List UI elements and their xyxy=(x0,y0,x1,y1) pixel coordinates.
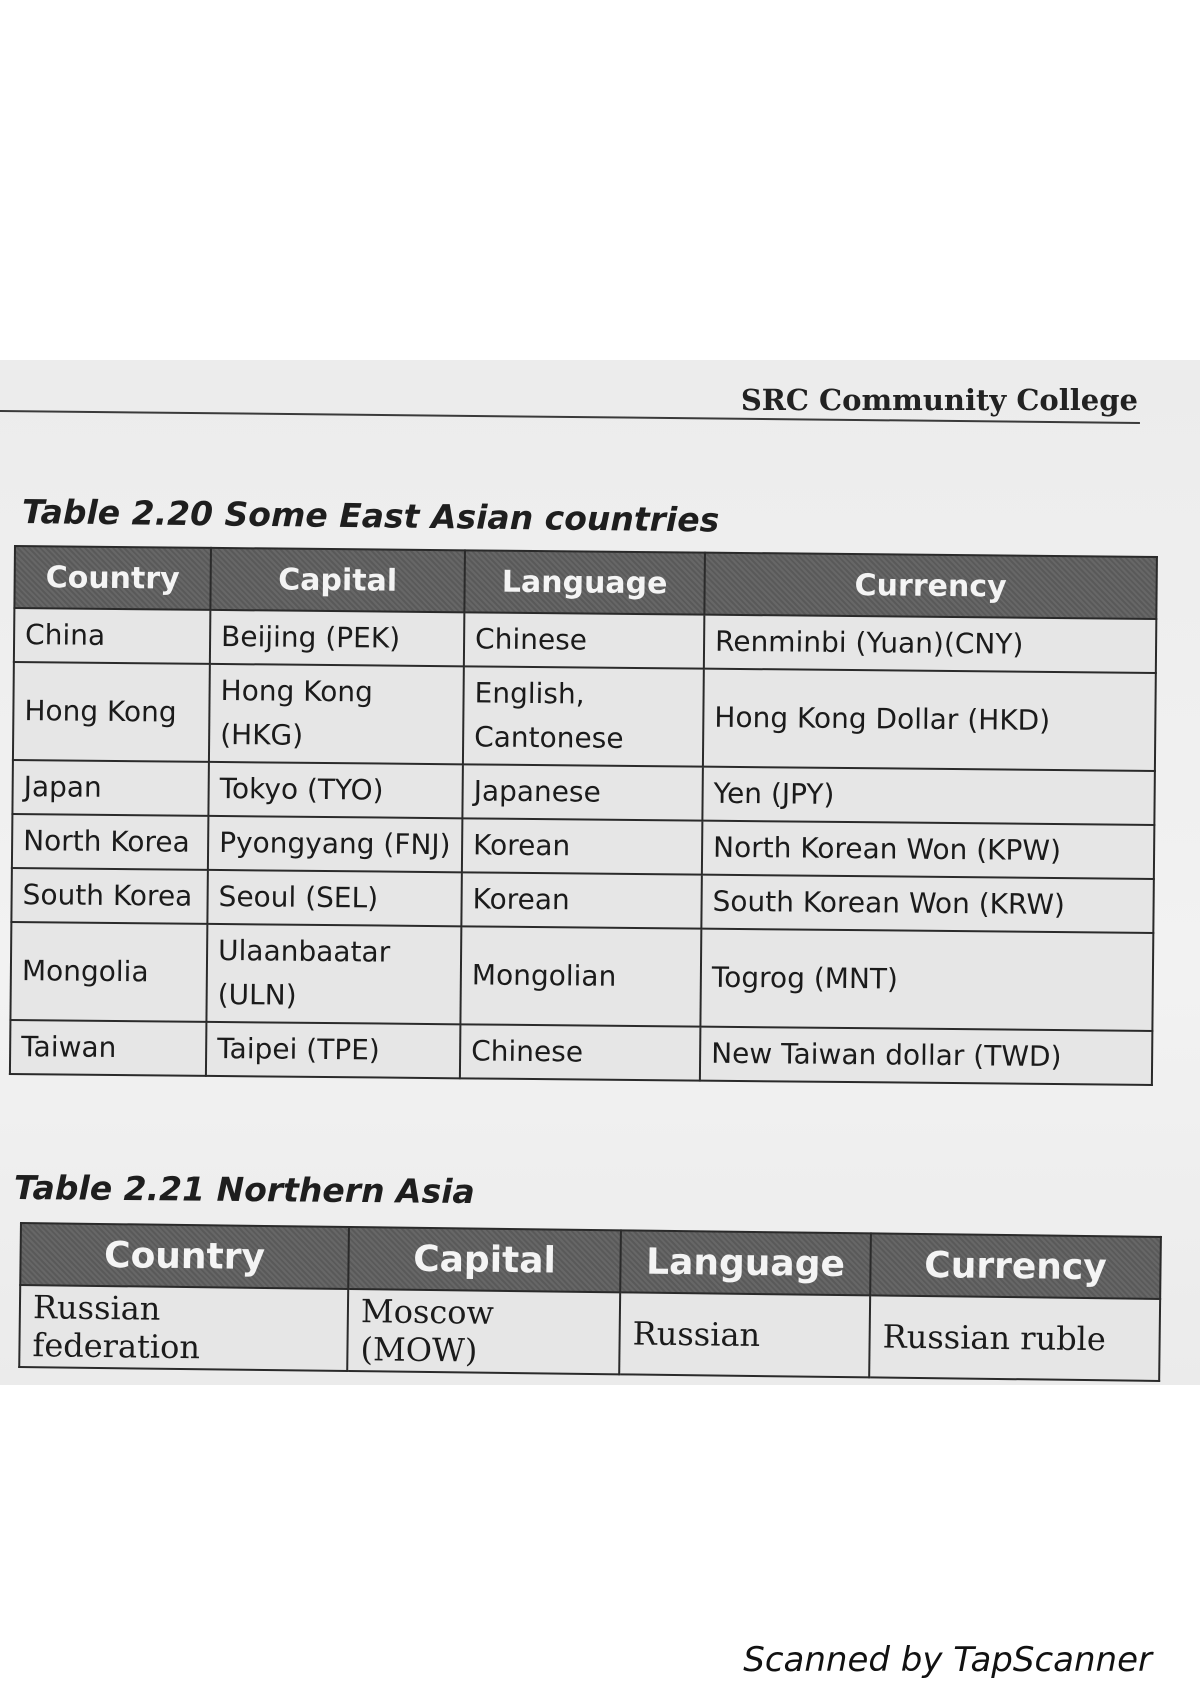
column-header: Country xyxy=(14,546,211,610)
table-cell: Pyongyang (FNJ) xyxy=(208,816,463,872)
table-cell: North Korea xyxy=(12,814,209,870)
table-cell: New Taiwan dollar (TWD) xyxy=(700,1027,1152,1085)
table-cell: Ulaanbaatar (ULN) xyxy=(206,924,461,1024)
table-caption: Table 2.20 Some East Asian countries xyxy=(21,492,720,540)
table-cell: Hong Kong Dollar (HKD) xyxy=(703,669,1156,771)
table-cell: China xyxy=(14,608,211,664)
table-cell: Seoul (SEL) xyxy=(207,870,462,926)
table-cell: Japan xyxy=(12,760,209,816)
table-cell: Beijing (PEK) xyxy=(210,610,465,666)
table-cell: Yen (JPY) xyxy=(702,767,1154,825)
table-cell: Taipei (TPE) xyxy=(206,1022,461,1078)
table-header-row xyxy=(14,546,1157,619)
column-header: Capital xyxy=(210,548,465,612)
table-row xyxy=(10,922,1153,1031)
table-cell: South Korean Won (KRW) xyxy=(701,875,1153,933)
column-header: Currency xyxy=(704,553,1157,619)
table-cell: Moscow (MOW) xyxy=(347,1289,620,1374)
table-row xyxy=(13,662,1156,771)
table-cell: Mongolian xyxy=(460,926,701,1026)
table-cell: Chinese xyxy=(464,612,705,668)
table-cell: Russian ruble xyxy=(869,1295,1160,1381)
table-cell: Russian federation xyxy=(19,1285,348,1371)
northern-asia-table xyxy=(18,1222,1162,1382)
column-header: Capital xyxy=(348,1227,621,1292)
college-name: SRC Community College xyxy=(740,383,1138,417)
table-cell: Taiwan xyxy=(10,1020,207,1076)
table-cell: Japanese xyxy=(462,764,703,820)
table-row xyxy=(10,1020,1152,1085)
table-cell: Renminbi (Yuan)(CNY) xyxy=(704,615,1156,673)
east-asia-table xyxy=(9,545,1158,1086)
table-cell: Togrog (MNT) xyxy=(700,929,1153,1031)
table-cell: South Korea xyxy=(11,868,208,924)
table-cell: Korean xyxy=(462,818,703,874)
table-cell: Tokyo (TYO) xyxy=(208,762,463,818)
table-cell: Chinese xyxy=(460,1024,701,1080)
column-header: Language xyxy=(464,550,705,614)
table-cell: Hong Kong xyxy=(13,662,210,762)
table-cell: North Korean Won (KPW) xyxy=(702,821,1154,879)
table-row xyxy=(19,1285,1160,1381)
scanner-watermark: Scanned by TapScanner xyxy=(743,1640,1152,1680)
table-cell: Russian xyxy=(619,1292,870,1377)
table-cell: Hong Kong (HKG) xyxy=(209,664,464,764)
table-cell: Mongolia xyxy=(10,922,207,1022)
column-header: Language xyxy=(620,1230,871,1295)
column-header: Country xyxy=(20,1223,349,1289)
table-cell: English, Cantonese xyxy=(463,666,704,766)
table-caption: Table 2.21 Northern Asia xyxy=(13,1168,475,1212)
table-cell: Korean xyxy=(461,872,702,928)
column-header: Currency xyxy=(870,1233,1161,1299)
